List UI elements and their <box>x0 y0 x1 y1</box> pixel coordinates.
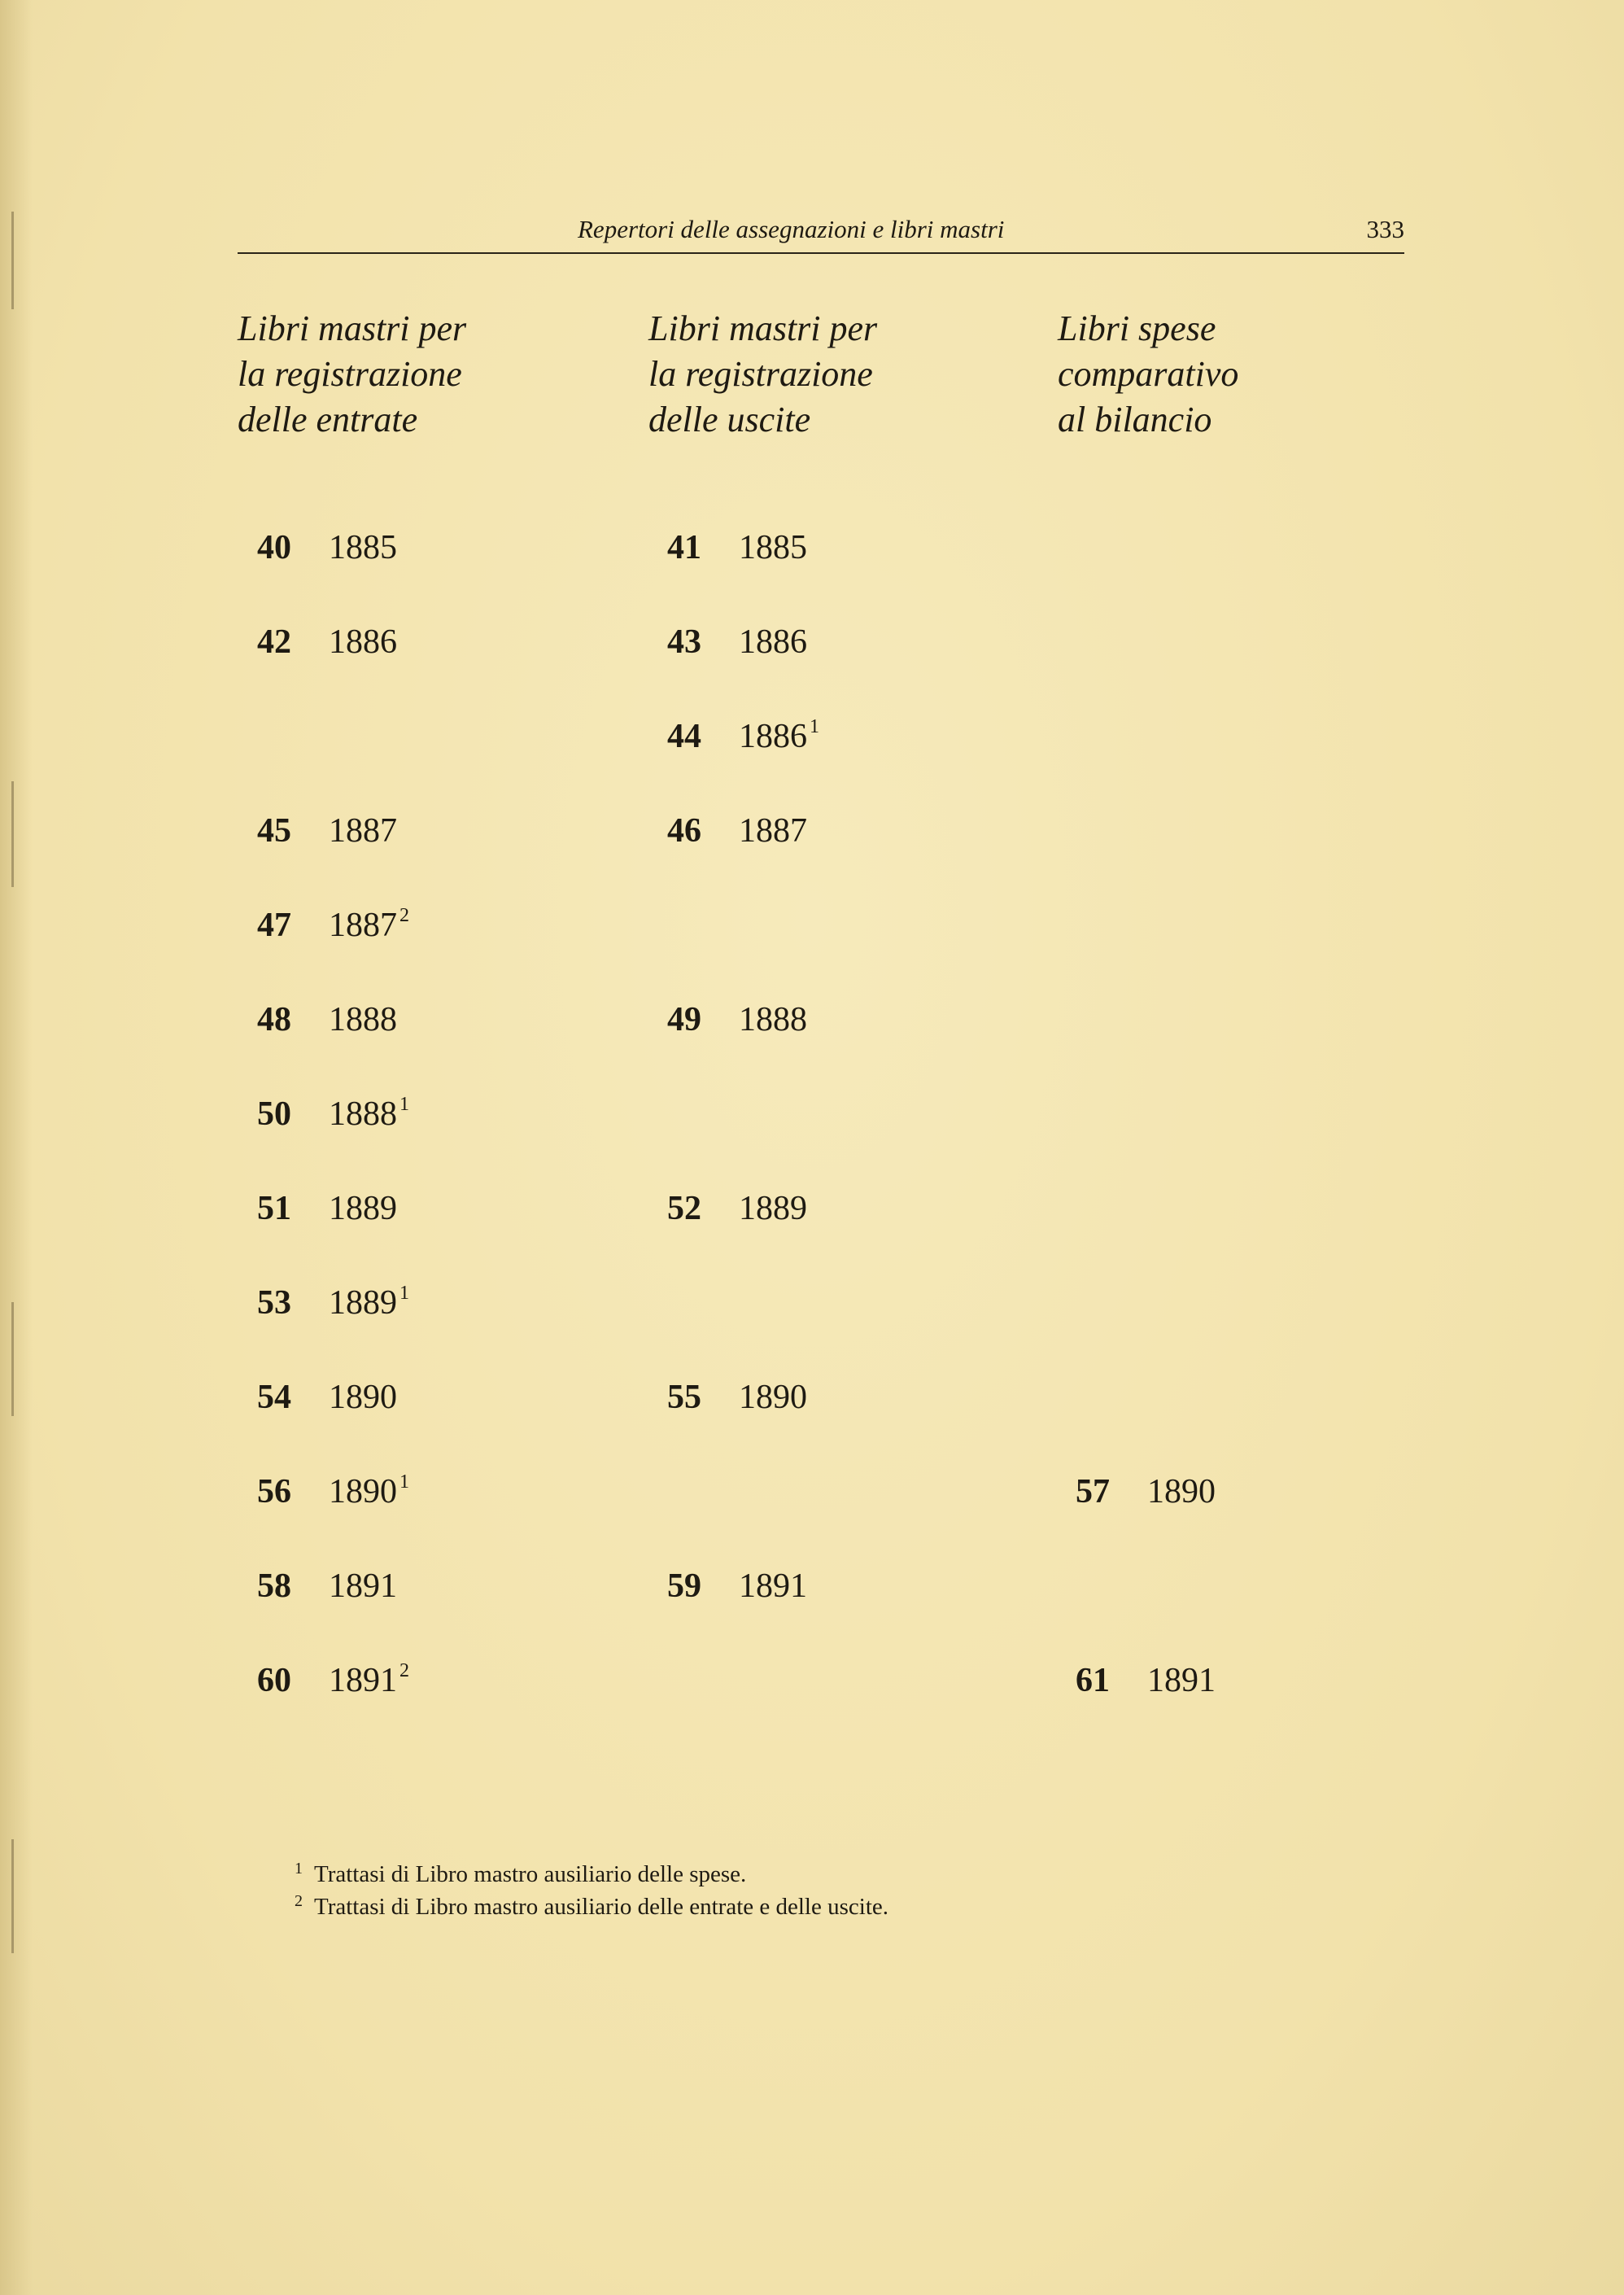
ledger-entry: 45 1887 <box>257 812 397 850</box>
ledger-entry: 47 1887 $^2$ <box>257 905 409 944</box>
page-edge <box>0 0 33 2295</box>
binding-thread <box>11 212 14 309</box>
ledger-entry: 49 1888 <box>667 1001 807 1038</box>
ledger-entry: 51 1889 <box>257 1190 397 1227</box>
ledger-entry: 60 1891 $^2$ <box>257 1660 409 1699</box>
ledger-entry: 44 1886 $^1$ <box>667 716 819 755</box>
ledger-entry: 53 1889 $^1$ <box>257 1283 409 1322</box>
ledger-entry: 50 1888 $^1$ <box>257 1094 409 1133</box>
column-heading-uscite: Libri mastri per la registrazione delle uscite <box>648 308 878 439</box>
ledger-entry: 55 1890 <box>667 1379 807 1416</box>
ledger-entry: 56 1890 $^1$ <box>257 1471 409 1510</box>
binding-thread <box>11 1302 14 1416</box>
binding-thread <box>11 1839 14 1953</box>
footnote: $^1$ Trattasi di Libro mastro ausiliario delle spese. <box>295 1860 747 1887</box>
footnote: $^2$ Trattasi di Libro mastro ausiliario delle entrate e delle uscite. <box>295 1892 888 1920</box>
running-header <box>238 213 1404 254</box>
ledger-entry: 48 1888 <box>257 1001 397 1038</box>
ledger-entry: 54 1890 <box>257 1379 397 1416</box>
ledger-entry: 52 1889 <box>667 1190 807 1227</box>
ledger-entry: 41 1885 <box>667 529 807 566</box>
running-title: Repertori delle assegnazioni e libri mastri <box>578 215 1005 243</box>
page-number: 333 <box>1366 215 1404 243</box>
ledger-entry: 43 1886 <box>667 623 807 661</box>
ledger-entry: 40 1885 <box>257 529 397 566</box>
ledger-entry: 46 1887 <box>667 812 807 850</box>
footnotes <box>295 1856 888 1921</box>
column-heading-spese: Libri spese comparativo al bilancio <box>1058 308 1239 439</box>
ledger-entry: 57 1890 <box>1076 1473 1216 1510</box>
binding-thread <box>11 781 14 887</box>
ledger-entry: 58 1891 <box>257 1567 397 1605</box>
ledger-entry: 42 1886 <box>257 623 397 661</box>
column-heading-entrate: Libri mastri per la registrazione delle entrate <box>238 308 467 439</box>
ledger-entry: 61 1891 <box>1076 1662 1216 1699</box>
ledger-entry: 59 1891 <box>667 1567 807 1605</box>
